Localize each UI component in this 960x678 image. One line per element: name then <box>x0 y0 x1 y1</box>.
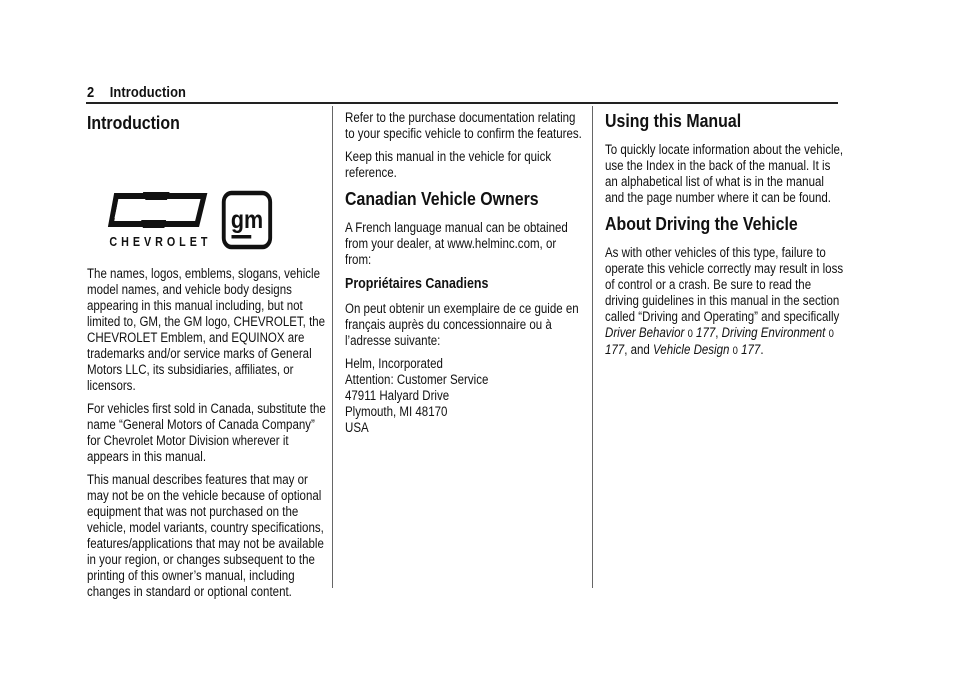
driving-text: As with other vehicles of this type, failure to operate this vehicle correctly may result in loss of control or a crash. Be sure to read the driving guidelines in this manual in the section called “Driving and Operating” and specifically <box>605 245 844 324</box>
address-line: Plymouth, MI 48170 <box>345 404 448 419</box>
column-left <box>87 112 327 607</box>
french-text-paragraph: On peut obtenir un exemplaire de ce guide en français auprès du concessionnaire ou à l’adresse suivante: <box>345 301 579 348</box>
page-ref-arrow-icon: 0 <box>732 345 738 357</box>
introduction-heading: Introduction <box>87 112 180 133</box>
gm-wordmark: gm <box>230 205 264 234</box>
column-divider <box>592 106 593 588</box>
proprietaires-heading: Propriétaires Canadiens <box>345 276 489 292</box>
features-paragraph: This manual describes features that may or may not be on the vehicle because of optional equipment that was not purchased on the vehicle, model variants, country specifications, features/applications that may not be available in your region, or changes subsequent to the printing of this owner’s manual, including changes in standard or optional content. <box>87 472 324 599</box>
separator: , <box>715 325 722 340</box>
running-section-title: Introduction <box>109 84 187 101</box>
driver-behavior-link[interactable]: Driver Behavior <box>605 325 685 340</box>
page-ref-arrow-icon: 0 <box>687 328 693 340</box>
mailing-address <box>345 356 585 436</box>
canadian-owners-heading: Canadian Vehicle Owners <box>345 188 539 209</box>
period: . <box>760 342 764 357</box>
address-line: 47911 Halyard Drive <box>345 388 450 403</box>
page-ref-number[interactable]: 177 <box>696 325 716 340</box>
brand-logos <box>87 144 327 256</box>
gm-logo <box>221 190 273 250</box>
page-number: 2 <box>87 84 95 101</box>
purchase-doc-paragraph: Refer to the purchase documentation relating to your specific vehicle to confirm the features. <box>345 110 582 141</box>
conjunction: , and <box>624 342 654 357</box>
address-line: Helm, Incorporated <box>345 356 443 371</box>
french-manual-paragraph: A French language manual can be obtained from your dealer, at www.helminc.com, or from: <box>345 220 568 267</box>
address-line: Attention: Customer Service <box>345 372 489 387</box>
column-divider <box>332 106 333 588</box>
about-driving-heading: About Driving the Vehicle <box>605 213 798 234</box>
driving-environment-link[interactable]: Driving Environment <box>721 325 826 340</box>
chevrolet-wordmark: CHEVROLET <box>109 235 208 250</box>
using-manual-paragraph: To quickly locate information about the vehicle, use the Index in the back of the manual. It is an alphabetical list of what is in the manual and the page number where it can be found. <box>605 142 844 205</box>
column-right <box>605 110 845 366</box>
column-middle <box>345 110 585 436</box>
canada-name-paragraph: For vehicles first sold in Canada, substitute the name “General Motors of Canada Company” for Chevrolet Motor Division wherever it appears in this manual. <box>87 401 326 464</box>
about-driving-paragraph <box>605 245 845 359</box>
page-ref-number[interactable]: 177 <box>741 342 761 357</box>
page-ref-arrow-icon: 0 <box>828 328 834 340</box>
using-manual-heading: Using this Manual <box>605 110 742 131</box>
keep-manual-paragraph: Keep this manual in the vehicle for quick reference. <box>345 149 552 180</box>
vehicle-design-link[interactable]: Vehicle Design <box>653 342 730 357</box>
address-line: USA <box>345 420 369 435</box>
chevrolet-logo <box>108 192 211 250</box>
header-divider <box>86 102 838 104</box>
page-header <box>87 84 186 101</box>
trademark-paragraph: The names, logos, emblems, slogans, vehicle model names, and vehicle body designs appearing in this manual including, but not limited to, GM, the GM logo, CHEVROLET, the CHEVROLET Emblem, and EQUINOX are trademarks and/or service marks of General Motors LLC, its subsidiaries, affiliates, or licensors. <box>87 266 326 393</box>
page-ref-number[interactable]: 177 <box>605 342 625 357</box>
